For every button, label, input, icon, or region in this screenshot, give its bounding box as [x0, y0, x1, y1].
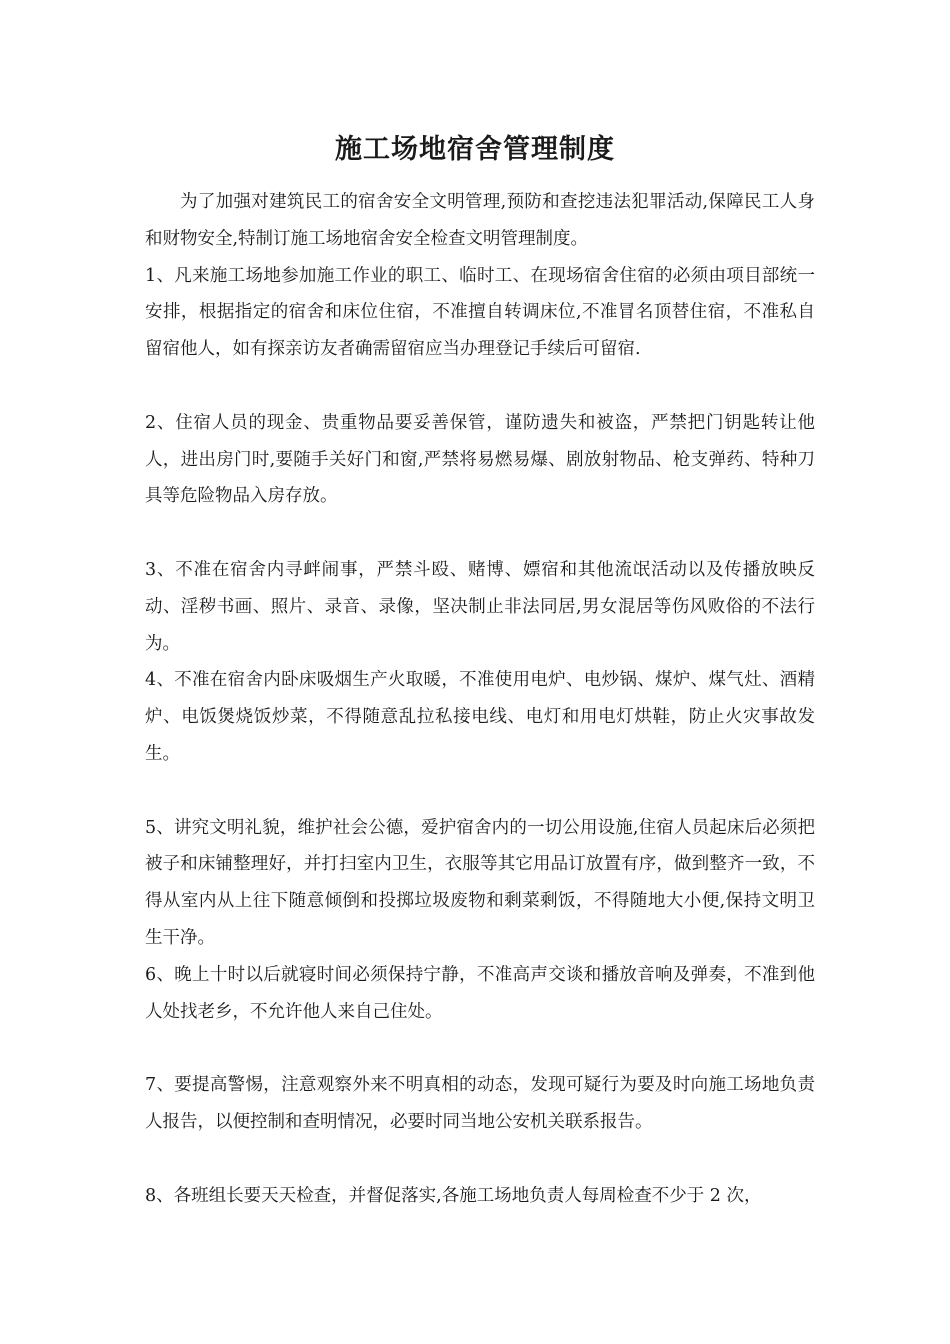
clause-5: 5、讲究文明礼貌，维护社会公德，爱护宿舍内的一切公用设施,住宿人员起床后必须把被子和床铺整理好，并打扫室内卫生，衣服等其它用品订放置有序，做到整齐一致，不得从室内从上往下随意倾倒和投掷垃圾废物和剩菜剩饭，不得随地大小便,保持文明卫生干净。	[145, 817, 815, 948]
document-title: 施工场地宿舍管理制度	[335, 134, 615, 165]
clause-3: 3、不准在宿舍内寻衅闹事，严禁斗殴、赌博、嫖宿和其他流氓活动以及传播放映反动、淫秽书画、照片、录音、录像，坚决制止非法同居,男女混居等伤风败俗的不法行为。	[145, 559, 815, 654]
clause-8: 8、各班组长要天天检查，并督促落实,各施工场地负责人每周检查不少于 2 次，	[145, 1185, 762, 1206]
document-body	[145, 184, 815, 1214]
clause-2: 2、住宿人员的现金、贵重物品要妥善保管，谨防遗失和被盗，严禁把门钥匙转让他人，进出房门时,要随手关好门和窗,严禁将易燃易爆、剧放射物品、枪支弹药、特种刀具等危险物品入房存放。	[145, 412, 815, 507]
clause-6: 6、晚上十时以后就寝时间必须保持宁静，不准高声交谈和播放音响及弹奏，不准到他人处找老乡，不允许他人来自己住处。	[145, 964, 815, 1022]
clause-4: 4、不准在宿舍内卧床吸烟生产火取暖，不准使用电炉、电炒锅、煤炉、煤气灶、酒精炉、电饭煲烧饭炒菜，不得随意乱拉私接电线、电灯和用电灯烘鞋，防止火灾事故发生。	[145, 670, 815, 764]
clause-7: 7、要提高警惕，注意观察外来不明真相的动态，发现可疑行为要及时向施工场地负责人报告，以便控制和查明情况，必要时同当地公安机关联系报告。	[145, 1075, 815, 1132]
clause-1: 1、凡来施工场地参加施工作业的职工、临时工、在现场宿舍住宿的必须由项目部统一安排，根据指定的宿舍和床位住宿，不准擅自转调床位,不准冒名顶替住宿，不准私自留宿他人，如有探亲访友者确需留宿应当办理登记手续后可留宿.	[145, 265, 815, 360]
intro-paragraph: 为了加强对建筑民工的宿舍安全文明管理,预防和查挖违法犯罪活动,保障民工人身和财物安全,特制订施工场地宿舍安全检查文明管理制度。	[145, 192, 815, 249]
